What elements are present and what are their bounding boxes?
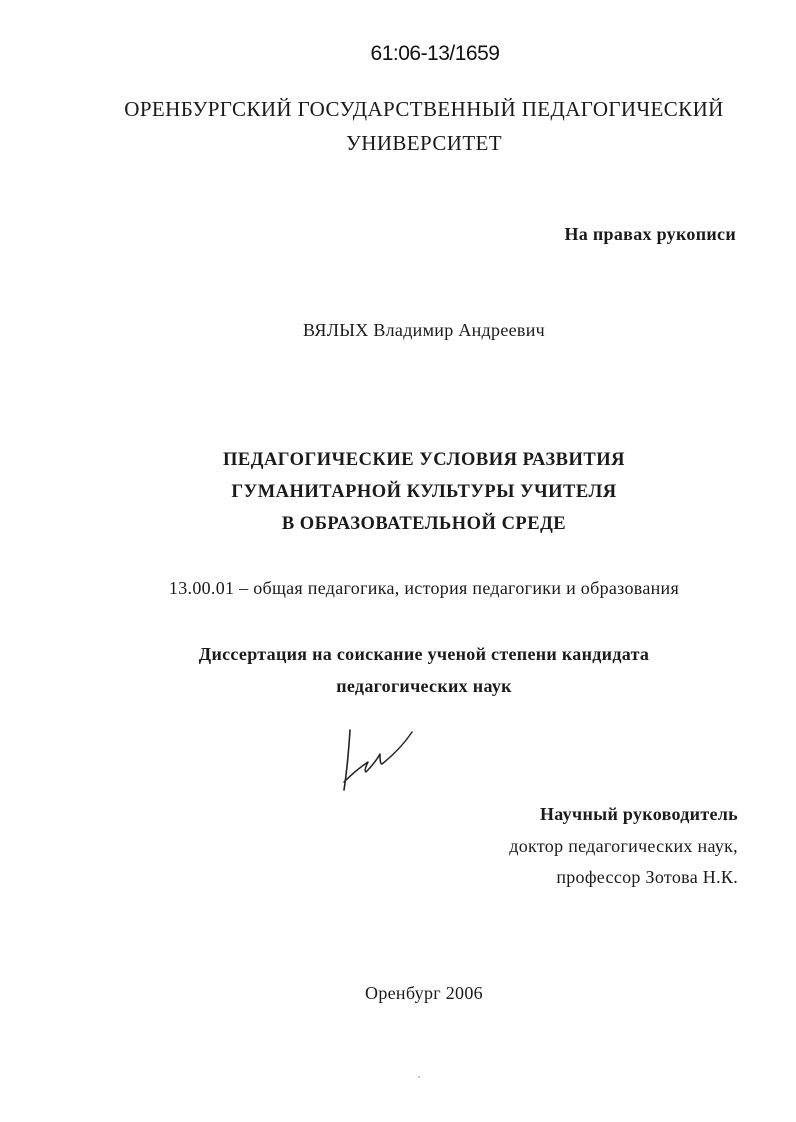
handwritten-signature [336,726,416,794]
dissertation-type-line2: педагогических наук [336,676,512,696]
scan-speck [418,1076,420,1078]
catalog-number: 61:06-13/1659 [370,42,500,65]
university-name-line1: ОРЕНБУРГСКИЙ ГОСУДАРСТВЕННЫЙ ПЕДАГОГИЧЕСКИЙ [124,97,724,121]
university-name-line2: УНИВЕРСИТЕТ [345,131,503,155]
supervisor-degree: доктор педагогических наук, [509,836,738,856]
city-year: Оренбург 2006 [365,983,483,1003]
dissertation-type-line1: Диссертация на соискание ученой степени кандидата [198,644,650,664]
manuscript-rights-note: На правах рукописи [564,224,736,244]
author-name: ВЯЛЫХ Владимир Андреевич [303,320,545,340]
specialty-code: 13.00.01 – общая педагогика, история педагогики и образования [168,578,680,598]
thesis-title-line3: В ОБРАЗОВАТЕЛЬНОЙ СРЕДЕ [281,514,567,534]
thesis-title-line2: ГУМАНИТАРНОЙ КУЛЬТУРЫ УЧИТЕЛЯ [231,482,617,502]
thesis-title-line1: ПЕДАГОГИЧЕСКИЕ УСЛОВИЯ РАЗВИТИЯ [222,450,625,470]
supervisor-name: профессор Зотова Н.К. [556,867,738,887]
supervisor-label: Научный руководитель [540,804,738,824]
